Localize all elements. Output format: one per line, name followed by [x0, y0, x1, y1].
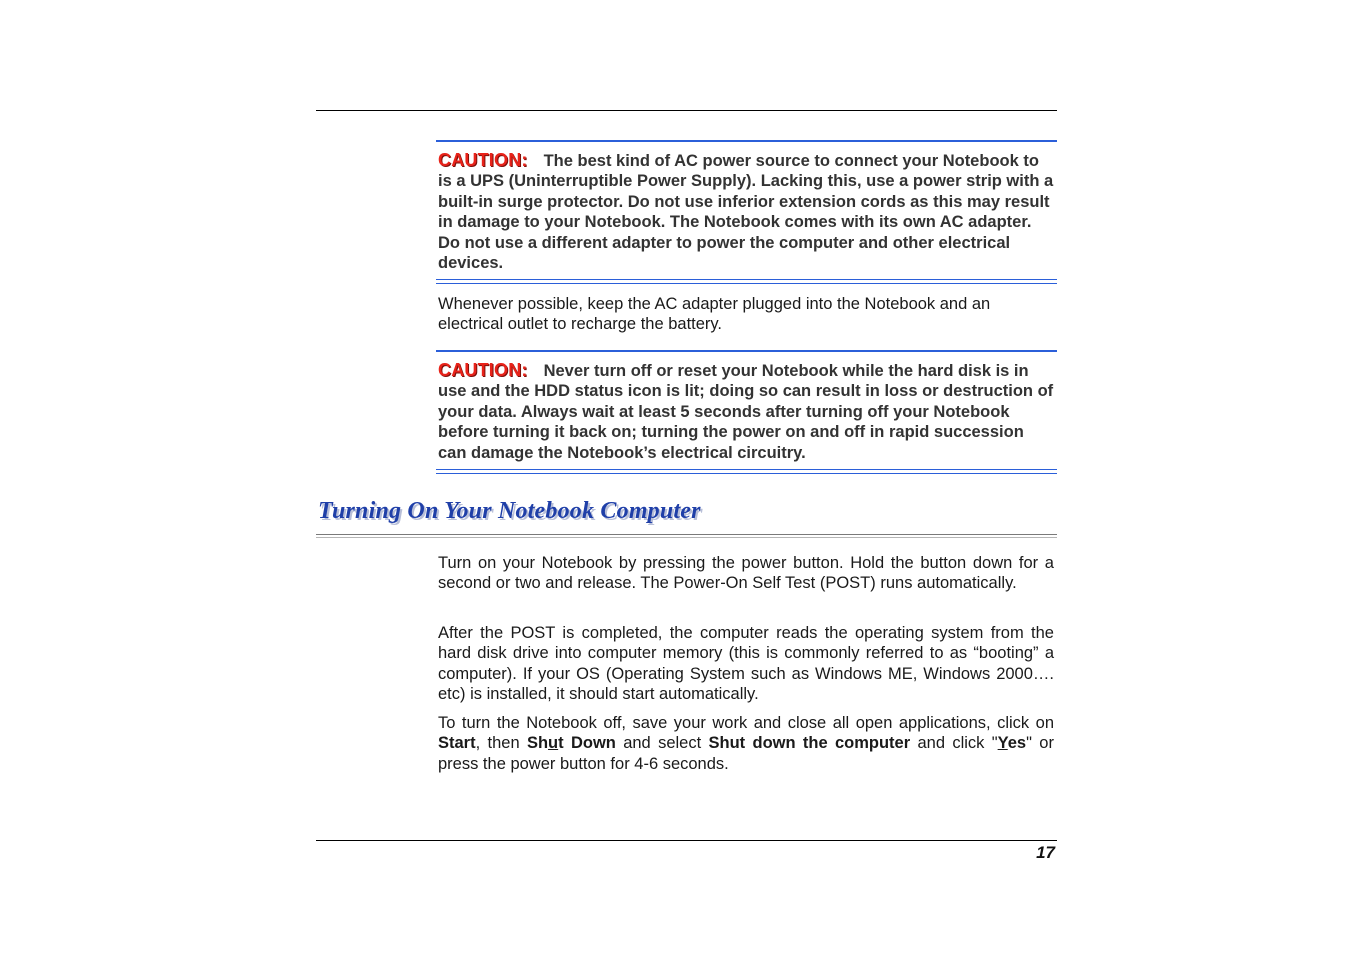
caution-body [436, 142, 1057, 279]
footer-rule [316, 840, 1057, 841]
caution-label: CAUTION: [438, 150, 528, 170]
header-rule [316, 110, 1057, 111]
caution-box-power-source [436, 140, 1057, 284]
shut-down-term: Shut Down [526, 734, 616, 753]
caution-box-hard-disk [436, 350, 1057, 474]
caution-bottom-rule [436, 469, 1057, 474]
section-heading: Turning On Your Notebook Computer [318, 498, 701, 524]
caution-bottom-rule [436, 279, 1057, 284]
page-number: 17 [1036, 843, 1055, 862]
turn-off-text-3: and select [615, 734, 709, 753]
turn-off-text-4: and click " [910, 734, 998, 753]
ac-adapter-paragraph: Whenever possible, keep the AC adapter plugged into the Notebook and an electrical outlet to recharge the battery. [438, 295, 991, 334]
turn-off-text-5: " or press the power button for 4-6 seconds. [438, 734, 1054, 773]
turn-off-paragraph [438, 713, 1054, 774]
yes-term: Yes [997, 734, 1027, 753]
power-on-paragraph: Turn on your Notebook by pressing the power button. Hold the button down for a second or two and release. The Power-On Self Test (POST) runs automatically. [438, 554, 1054, 593]
section-heading-rule [316, 534, 1057, 538]
caution-text: The best kind of AC power source to connect your Notebook to is a UPS (Uninterruptible Power Supply). Lacking this, use a power strip with a built-in surge protector. Do not use inferior extension cords as this may result in damage to your Notebook. The Notebook comes with its own AC adapter. Do not use a different adapter to power the computer and other electrical devices. [438, 152, 1054, 273]
caution-text: Never turn off or reset your Notebook while the hard disk is in use and the HDD status icon is lit; doing so can result in loss or destruction of your data. Always wait at least 5 seconds after turning off your Notebook before turning it back on; turning the power on and off in rapid succession can damage the Notebook’s electrical circuitry. [438, 362, 1054, 462]
caution-label: CAUTION: [438, 360, 528, 380]
turn-off-text-1: To turn the Notebook off, save your work and close all open applications, click on [438, 714, 1054, 732]
start-term: Start [438, 734, 476, 753]
caution-body [436, 352, 1057, 469]
shut-down-computer-term: Shut down the computer [708, 734, 911, 753]
post-paragraph: After the POST is completed, the computer reads the operating system from the hard disk drive into computer memory (this is commonly referred to as “booting” a computer). If your OS (Operating System such as Windows ME, Windows 2000…. etc) is installed, it should start automatically. [438, 624, 1054, 704]
turn-off-text-2: , then [475, 734, 527, 753]
